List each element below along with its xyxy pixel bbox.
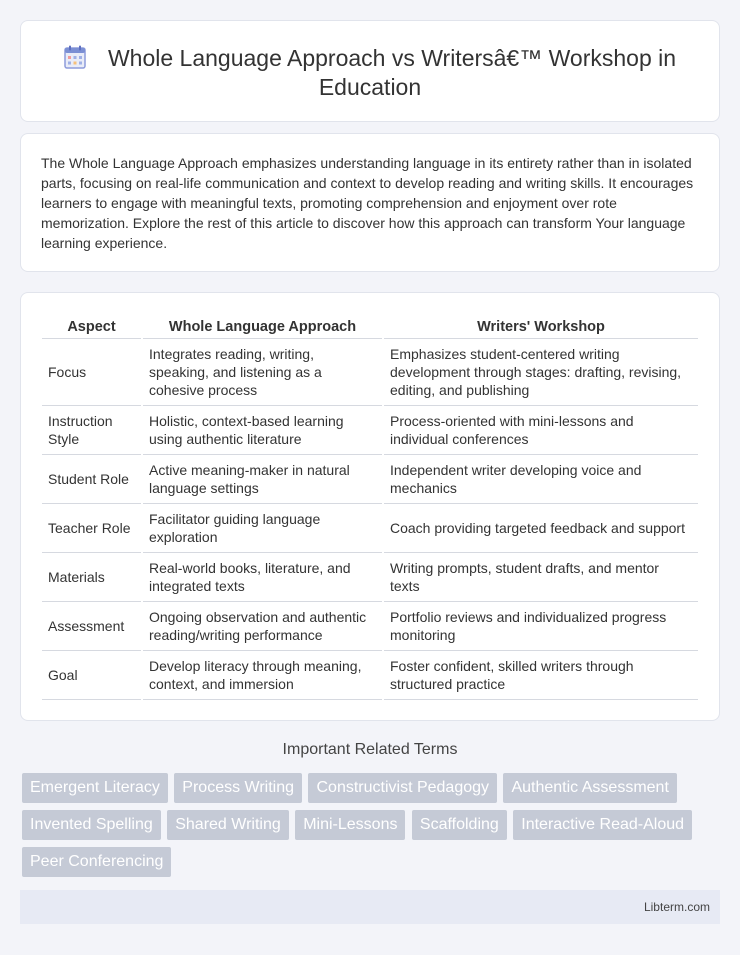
row-whole-language: Ongoing observation and authentic reading/writing performance (142, 601, 383, 650)
intro-paragraph: The Whole Language Approach emphasizes understanding language in its entirety rather than in isolated parts, focusing on real-life communication and context to develop reading and writing skills. It encourages learners to engage with meaningful texts, promoting comprehension and enjoyment over rote memorization. Explore the rest of this article to discover how this approach can transform Your language learning experience. (41, 155, 694, 251)
term-tag[interactable]: Interactive Read-Aloud (513, 810, 692, 840)
row-writers-workshop: Process-oriented with mini-lessons and individual conferences (383, 405, 698, 454)
header-aspect: Aspect (42, 314, 142, 338)
intro-card (20, 133, 720, 272)
comparison-card (20, 292, 720, 721)
term-tag[interactable]: Authentic Assessment (503, 773, 676, 803)
term-tag[interactable]: Peer Conferencing (22, 847, 171, 877)
row-whole-language: Integrates reading, writing, speaking, and listening as a cohesive process (142, 338, 383, 405)
term-tag[interactable]: Invented Spelling (22, 810, 161, 840)
row-writers-workshop: Independent writer developing voice and mechanics (383, 454, 698, 503)
term-tag[interactable]: Process Writing (174, 773, 302, 803)
row-writers-workshop: Writing prompts, student drafts, and mentor texts (383, 552, 698, 601)
comparison-table (42, 314, 698, 700)
calendar-icon (64, 45, 86, 69)
table-row (42, 503, 698, 552)
table-header-row (42, 314, 698, 338)
footer (20, 890, 720, 924)
footer-site-link[interactable]: Libterm.com (643, 900, 710, 914)
page-title-wrap (21, 21, 719, 102)
table-row (42, 338, 698, 405)
term-tag[interactable]: Emergent Literacy (22, 773, 168, 803)
row-aspect: Student Role (42, 454, 142, 503)
header-writers-workshop: Writers' Workshop (383, 314, 698, 338)
row-writers-workshop: Coach providing targeted feedback and support (383, 503, 698, 552)
row-whole-language: Develop literacy through meaning, context, and immersion (142, 650, 383, 699)
table-row (42, 454, 698, 503)
term-tag[interactable]: Shared Writing (167, 810, 289, 840)
table-row (42, 601, 698, 650)
header-whole-language: Whole Language Approach (142, 314, 383, 338)
related-terms-heading: Important Related Terms (282, 741, 458, 758)
related-terms-list (22, 773, 722, 884)
row-writers-workshop: Portfolio reviews and individualized progress monitoring (383, 601, 698, 650)
row-aspect: Teacher Role (42, 503, 142, 552)
row-whole-language: Holistic, context-based learning using authentic literature (142, 405, 383, 454)
row-aspect: Goal (42, 650, 142, 699)
row-writers-workshop: Emphasizes student-centered writing development through stages: drafting, revising, editing, and publishing (383, 338, 698, 405)
title-card (20, 20, 720, 122)
row-whole-language: Active meaning-maker in natural language settings (142, 454, 383, 503)
term-tag[interactable]: Scaffolding (412, 810, 507, 840)
table-row (42, 552, 698, 601)
row-whole-language: Real-world books, literature, and integrated texts (142, 552, 383, 601)
row-aspect: Focus (42, 338, 142, 405)
row-whole-language: Facilitator guiding language exploration (142, 503, 383, 552)
row-writers-workshop: Foster confident, skilled writers through structured practice (383, 650, 698, 699)
row-aspect: Assessment (42, 601, 142, 650)
table-row (42, 650, 698, 699)
row-aspect: Instruction Style (42, 405, 142, 454)
term-tag[interactable]: Mini-Lessons (295, 810, 405, 840)
table-row (42, 405, 698, 454)
page-title: Whole Language Approach vs Writersâ€™ Workshop in Education (107, 45, 677, 100)
row-aspect: Materials (42, 552, 142, 601)
term-tag[interactable]: Constructivist Pedagogy (308, 773, 497, 803)
